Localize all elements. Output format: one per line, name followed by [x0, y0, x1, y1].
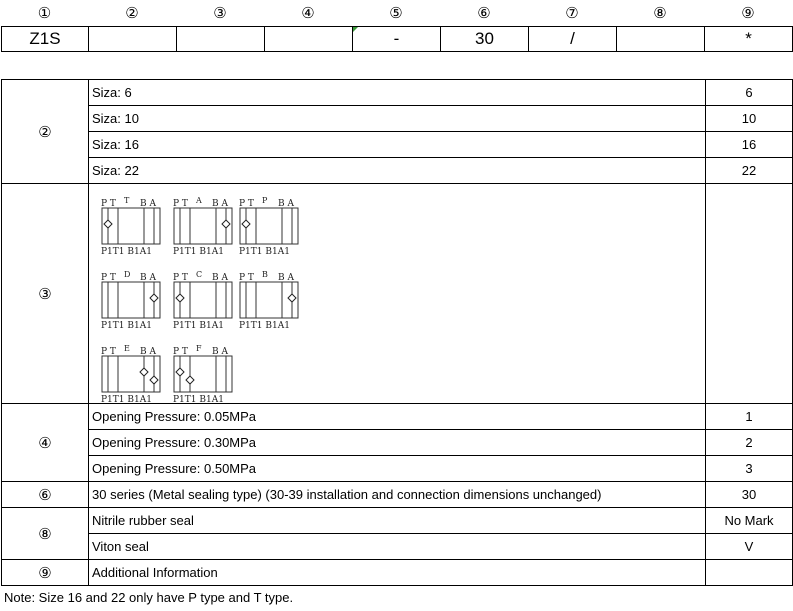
- svg-text:B A: B A: [140, 347, 156, 357]
- svg-text:P T: P T: [173, 347, 188, 357]
- pressure-desc: Opening Pressure: 0.30MPa: [89, 430, 706, 456]
- svg-text:B A: B A: [140, 273, 156, 283]
- table-row: [2, 456, 793, 482]
- pressure-desc: Opening Pressure: 0.05MPa: [89, 404, 706, 430]
- code-cell-1: Z1S: [2, 27, 89, 52]
- seal-code: No Mark: [706, 508, 793, 534]
- svg-text:P1T1 B1A1: P1T1 B1A1: [101, 395, 152, 404]
- svg-text:P1T1 B1A1: P1T1 B1A1: [173, 247, 224, 256]
- code-cell-9: *: [705, 27, 793, 52]
- svg-text:P T: P T: [101, 273, 116, 283]
- svg-text:B: B: [262, 270, 268, 279]
- svg-text:B A: B A: [212, 347, 228, 357]
- size-code: 16: [706, 132, 793, 158]
- svg-text:P1T1 B1A1: P1T1 B1A1: [101, 247, 152, 256]
- table-row: [2, 482, 793, 508]
- valve-diagrams: [92, 184, 692, 403]
- code-cell-4: [265, 27, 353, 52]
- check-valve-symbol-icon: [100, 270, 164, 330]
- header-number-6: ⑥: [477, 5, 491, 22]
- check-valve-symbol-icon: [172, 344, 236, 404]
- type-diagrams-cell: [89, 184, 706, 404]
- valve-type-p-diagram: [238, 196, 302, 256]
- series-desc: 30 series (Metal sealing type) (30-39 installation and connection dimensions unchanged): [89, 482, 706, 508]
- svg-text:B A: B A: [140, 199, 156, 209]
- size-desc: Siza: 16: [89, 132, 706, 158]
- header-number-2: ②: [125, 5, 139, 22]
- type-code: [706, 184, 793, 404]
- svg-text:D: D: [124, 270, 131, 279]
- code-cell-5: [353, 27, 441, 52]
- options-table: [1, 79, 793, 586]
- svg-text:B A: B A: [278, 273, 294, 283]
- table-row: [2, 132, 793, 158]
- valve-type-b-diagram: [238, 270, 302, 330]
- table-row: [2, 80, 793, 106]
- check-valve-symbol-icon: [238, 270, 302, 330]
- type-marker: ③: [2, 184, 89, 404]
- svg-text:P1T1 B1A1: P1T1 B1A1: [239, 247, 290, 256]
- svg-text:B A: B A: [278, 199, 294, 209]
- svg-text:P1T1 B1A1: P1T1 B1A1: [239, 321, 290, 330]
- svg-text:P T: P T: [101, 199, 116, 209]
- valve-type-c-diagram: [172, 270, 236, 330]
- svg-text:P1T1 B1A1: P1T1 B1A1: [173, 321, 224, 330]
- series-marker: ⑥: [2, 482, 89, 508]
- additional-desc: Additional Information: [89, 560, 706, 586]
- pressure-code: 1: [706, 404, 793, 430]
- valve-type-t-diagram: [100, 196, 164, 256]
- table-row: [2, 158, 793, 184]
- header-number-5: ⑤: [389, 5, 403, 22]
- size-desc: Siza: 22: [89, 158, 706, 184]
- svg-text:B A: B A: [212, 199, 228, 209]
- check-valve-symbol-icon: [100, 344, 164, 404]
- check-valve-symbol-icon: [238, 196, 302, 256]
- table-row: [2, 184, 793, 404]
- footnote: Note: Size 16 and 22 only have P type and T type.: [4, 590, 294, 605]
- size-desc: Siza: 10: [89, 106, 706, 132]
- svg-text:P1T1 B1A1: P1T1 B1A1: [173, 395, 224, 404]
- seal-marker: ⑧: [2, 508, 89, 560]
- comment-marker-icon: [353, 27, 358, 32]
- svg-text:F: F: [196, 344, 202, 353]
- pressure-code: 2: [706, 430, 793, 456]
- additional-marker: ⑨: [2, 560, 89, 586]
- pressure-marker: ④: [2, 404, 89, 482]
- code-cell-8: [617, 27, 705, 52]
- size-code: 10: [706, 106, 793, 132]
- table-row: [2, 404, 793, 430]
- table-row: [2, 534, 793, 560]
- header-number-8: ⑧: [653, 5, 667, 22]
- svg-text:B A: B A: [212, 273, 228, 283]
- additional-code: [706, 560, 793, 586]
- svg-text:P T: P T: [173, 199, 188, 209]
- code-cell-7: /: [529, 27, 617, 52]
- check-valve-symbol-icon: [100, 196, 164, 256]
- table-row: [2, 508, 793, 534]
- check-valve-symbol-icon: [172, 196, 236, 256]
- code-cell-6: 30: [441, 27, 529, 52]
- pressure-desc: Opening Pressure: 0.50MPa: [89, 456, 706, 482]
- model-code-row: [2, 27, 793, 52]
- svg-text:C: C: [196, 270, 203, 279]
- svg-text:E: E: [124, 344, 130, 353]
- seal-desc: Viton seal: [89, 534, 706, 560]
- size-code: 6: [706, 80, 793, 106]
- svg-text:P T: P T: [173, 273, 188, 283]
- size-desc: Siza: 6: [89, 80, 706, 106]
- header-number-3: ③: [213, 5, 227, 22]
- size-marker: ②: [2, 80, 89, 184]
- header-number-7: ⑦: [565, 5, 579, 22]
- header-number-1: ①: [37, 5, 52, 22]
- seal-desc: Nitrile rubber seal: [89, 508, 706, 534]
- code-cell-2: [89, 27, 177, 52]
- svg-text:P: P: [262, 196, 268, 205]
- header-number-9: ⑨: [741, 5, 755, 22]
- valve-type-d-diagram: [100, 270, 164, 330]
- svg-text:P1T1 B1A1: P1T1 B1A1: [101, 321, 152, 330]
- svg-text:P T: P T: [239, 273, 254, 283]
- series-code: 30: [706, 482, 793, 508]
- svg-text:A: A: [196, 196, 202, 205]
- svg-text:P T: P T: [239, 199, 254, 209]
- valve-type-a-diagram: [172, 196, 236, 256]
- valve-type-e-diagram: [100, 344, 164, 404]
- svg-text:T: T: [124, 196, 130, 205]
- check-valve-symbol-icon: [172, 270, 236, 330]
- table-row: [2, 560, 793, 586]
- code-cell-5-text: -: [393, 29, 400, 48]
- seal-code: V: [706, 534, 793, 560]
- valve-type-f-diagram: [172, 344, 236, 404]
- header-number-4: ④: [301, 5, 315, 22]
- table-row: [2, 106, 793, 132]
- code-cell-3: [177, 27, 265, 52]
- model-code-table: [1, 26, 793, 52]
- size-code: 22: [706, 158, 793, 184]
- pressure-code: 3: [706, 456, 793, 482]
- svg-text:P T: P T: [101, 347, 116, 357]
- table-row: [2, 430, 793, 456]
